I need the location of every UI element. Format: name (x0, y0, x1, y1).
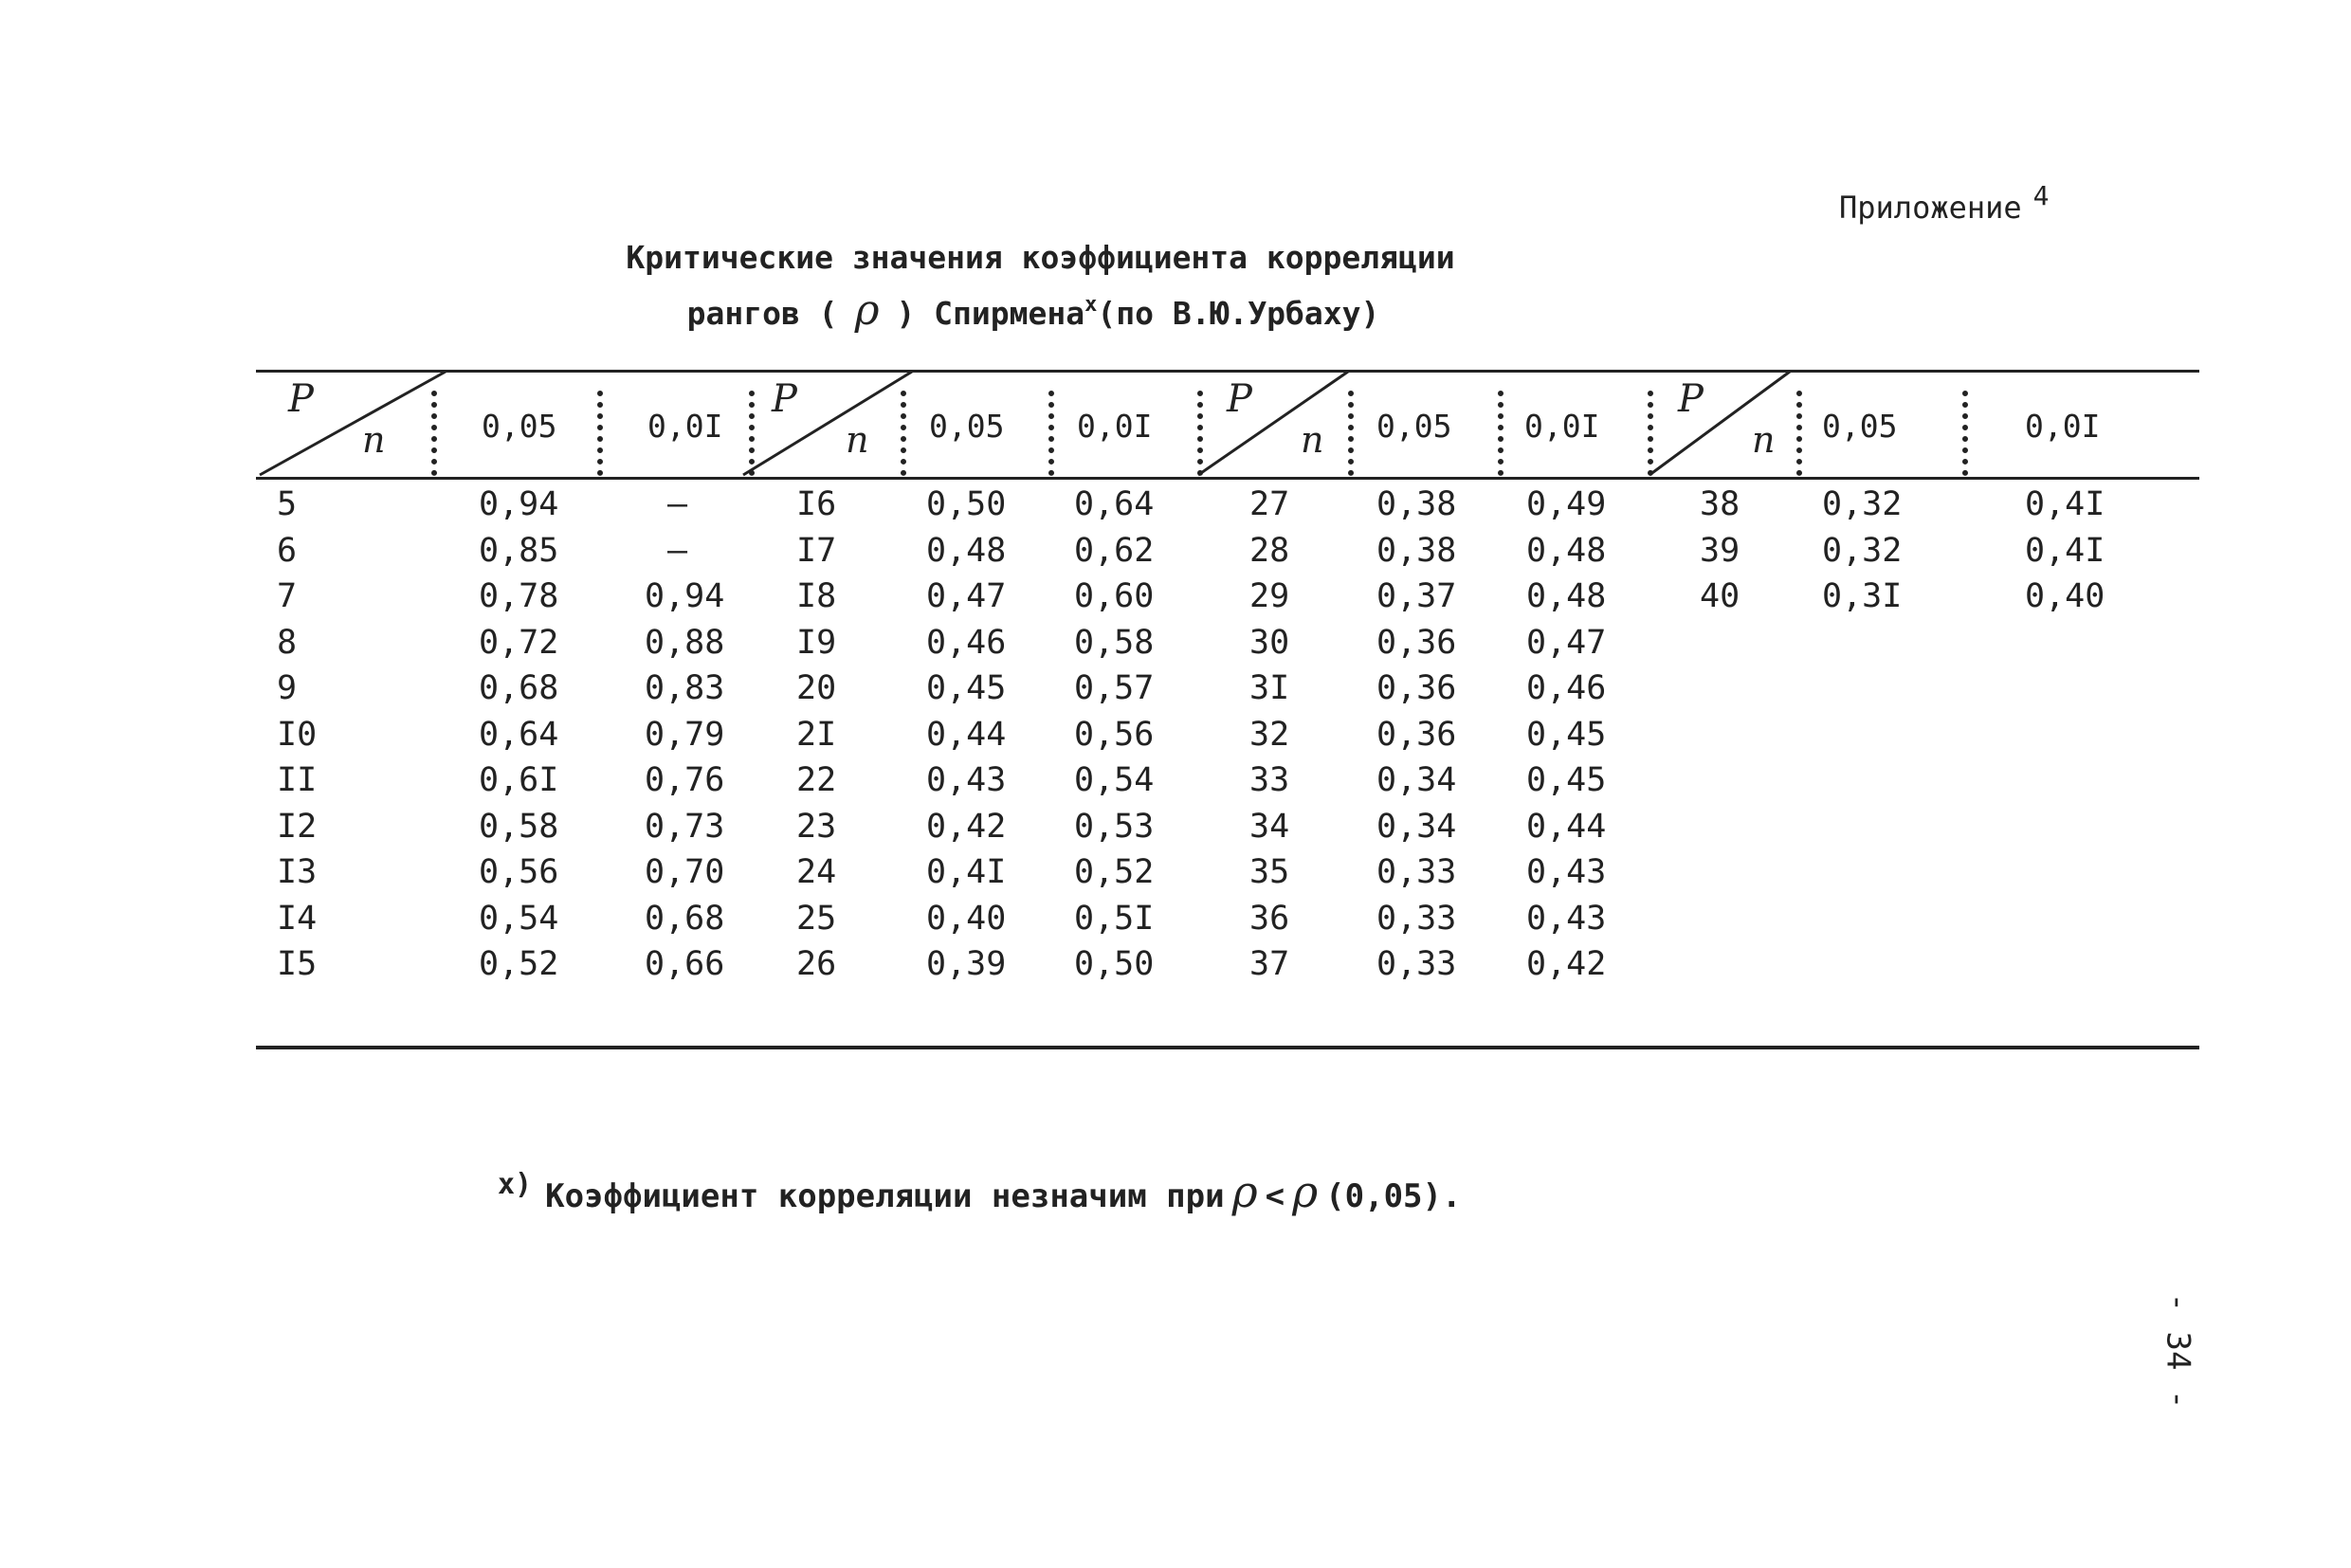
table-cell: 28 (1249, 531, 1290, 570)
col-005-group2 (926, 482, 1006, 988)
table-header-rule (256, 477, 2199, 480)
table-cell: 25 (796, 899, 837, 938)
table-cell: 0,72 (479, 623, 559, 662)
table-cell: 0,53 (1074, 807, 1155, 846)
table-cell: 0,50 (1074, 945, 1155, 983)
table-cell: 0,47 (926, 577, 1007, 615)
table-cell: 34 (1249, 807, 1290, 846)
table-cell: 0,4I (926, 853, 1007, 891)
column-separator (901, 391, 906, 476)
table-cell: 23 (796, 807, 837, 846)
table-cell: 0,83 (645, 669, 725, 707)
table-cell: 0,45 (1526, 761, 1607, 799)
header-level-001: 0,0I (647, 408, 723, 445)
table-title-line1: Критические значения коэффициента корреляции (626, 239, 1455, 276)
table-cell: 0,44 (1526, 807, 1607, 846)
table-cell: 0,54 (1074, 761, 1155, 799)
table-cell: 0,46 (1526, 669, 1607, 707)
table-cell: 0,33 (1376, 853, 1457, 891)
table-cell: 24 (796, 853, 837, 891)
table-cell: 0,45 (1526, 715, 1607, 754)
col-001-group4 (2025, 482, 2105, 620)
table-cell: 0,43 (1526, 899, 1607, 938)
column-separator (749, 391, 755, 476)
table-cell: 37 (1249, 945, 1290, 983)
col-005-group4 (1822, 482, 1902, 620)
table-cell: 0,94 (479, 485, 559, 523)
page-number: - 34 - (2159, 1292, 2197, 1410)
table-cell: II (277, 761, 318, 799)
header-level-005: 0,05 (482, 408, 557, 445)
table-cell: I4 (277, 899, 318, 938)
table-cell: 0,64 (1074, 485, 1155, 523)
table-cell: 26 (796, 945, 837, 983)
table-cell: 0,33 (1376, 899, 1457, 938)
table-cell: 0,38 (1376, 531, 1457, 570)
table-cell: 35 (1249, 853, 1290, 891)
table-cell: 0,34 (1376, 807, 1457, 846)
header-corner-4: P n (1648, 370, 1837, 477)
table-cell: 7 (277, 577, 298, 615)
header-corner-1: P n (258, 370, 447, 477)
column-separator (1498, 391, 1504, 476)
header-level-001: 0,0I (2025, 408, 2101, 445)
table-cell: 36 (1249, 899, 1290, 938)
table-cell: 0,6I (479, 761, 559, 799)
table-title-line2: рангов ( ρ ) Спирмена$^x$(по В.Ю.Урбаху) (686, 286, 1380, 335)
table-cell: 0,50 (926, 485, 1007, 523)
table-cell: 0,70 (645, 853, 725, 891)
table-cell: 0,56 (479, 853, 559, 891)
col-n-group3 (1249, 482, 1289, 988)
table-cell: 0,40 (2025, 577, 2105, 615)
table-cell: 22 (796, 761, 837, 799)
table-cell: 0,73 (645, 807, 725, 846)
header-level-001: 0,0I (1077, 408, 1153, 445)
table-cell: 0,4I (2025, 485, 2105, 523)
table-cell: 0,52 (479, 945, 559, 983)
table-cell: 0,49 (1526, 485, 1607, 523)
table-cell: I3 (277, 853, 318, 891)
table-cell: – (667, 485, 688, 523)
table-cell: 0,43 (926, 761, 1007, 799)
table-cell: 0,68 (645, 899, 725, 938)
rho-symbol: ρ (1292, 1166, 1319, 1217)
column-separator (1048, 391, 1054, 476)
table-cell: 0,44 (926, 715, 1007, 754)
table-cell: 33 (1249, 761, 1290, 799)
table-cell: 9 (277, 669, 298, 707)
table-cell: 8 (277, 623, 298, 662)
col-001-group3 (1526, 482, 1606, 988)
table-cell: I2 (277, 807, 318, 846)
table-cell: 0,42 (926, 807, 1007, 846)
col-001-group1 (645, 482, 724, 988)
footnote: x) Коэффициент корреляции незначим при ρ < ρ (0,05). (498, 1166, 1462, 1217)
table-cell: 0,3I (1822, 577, 1903, 615)
table-cell: 0,88 (645, 623, 725, 662)
table-cell: 0,64 (479, 715, 559, 754)
table-cell: I6 (796, 485, 837, 523)
table-cell: 20 (796, 669, 837, 707)
table-cell: 0,34 (1376, 761, 1457, 799)
table-cell: 0,36 (1376, 715, 1457, 754)
table-cell: 0,78 (479, 577, 559, 615)
col-n-group1 (277, 482, 317, 988)
col-005-group3 (1376, 482, 1456, 988)
header-corner-3: P n (1196, 370, 1386, 477)
column-separator (1796, 391, 1802, 476)
table-cell: 0,38 (1376, 485, 1457, 523)
column-separator (1348, 391, 1354, 476)
col-n-group4 (1700, 482, 1740, 620)
table-cell: I9 (796, 623, 837, 662)
table-cell: 0,4I (2025, 531, 2105, 570)
header-level-005: 0,05 (929, 408, 1005, 445)
col-n-group2 (796, 482, 836, 988)
table-cell: 0,48 (926, 531, 1007, 570)
table-cell: 0,40 (926, 899, 1007, 938)
table-cell: 27 (1249, 485, 1290, 523)
table-cell: 0,33 (1376, 945, 1457, 983)
table-cell: 0,56 (1074, 715, 1155, 754)
column-separator (597, 391, 603, 476)
table-cell: 0,94 (645, 577, 725, 615)
table-cell: 0,58 (479, 807, 559, 846)
table-cell: 0,54 (479, 899, 559, 938)
table-cell: 0,45 (926, 669, 1007, 707)
table-cell: 3I (1249, 669, 1290, 707)
header-corner-2: P n (741, 370, 931, 477)
table-cell: 0,79 (645, 715, 725, 754)
table-cell: 0,60 (1074, 577, 1155, 615)
table-cell: I8 (796, 577, 837, 615)
table-cell: 0,57 (1074, 669, 1155, 707)
table-cell: 0,37 (1376, 577, 1457, 615)
table-cell: 0,36 (1376, 623, 1457, 662)
table-cell: I0 (277, 715, 318, 754)
table-cell: 0,42 (1526, 945, 1607, 983)
column-separator (1197, 391, 1203, 476)
table-cell: 0,47 (1526, 623, 1607, 662)
table-cell: 0,46 (926, 623, 1007, 662)
table-cell: 0,36 (1376, 669, 1457, 707)
header-level-001: 0,0I (1524, 408, 1600, 445)
table-cell: 0,48 (1526, 577, 1607, 615)
table-cell: 29 (1249, 577, 1290, 615)
rho-symbol: ρ (1231, 1166, 1258, 1217)
column-separator (431, 391, 437, 476)
table-cell: 39 (1700, 531, 1740, 570)
table-cell: 0,62 (1074, 531, 1155, 570)
table-cell: 40 (1700, 577, 1740, 615)
table-cell: 6 (277, 531, 298, 570)
table-bottom-rule (256, 1046, 2199, 1049)
table-cell: 0,32 (1822, 531, 1903, 570)
table-cell: 5 (277, 485, 298, 523)
table-cell: I5 (277, 945, 318, 983)
table-cell: 30 (1249, 623, 1290, 662)
table-cell: 2I (796, 715, 837, 754)
table-cell: 38 (1700, 485, 1740, 523)
table-cell: 0,68 (479, 669, 559, 707)
table-cell: 0,52 (1074, 853, 1155, 891)
table-cell: 0,5I (1074, 899, 1155, 938)
table-cell: 0,58 (1074, 623, 1155, 662)
table-cell: 0,85 (479, 531, 559, 570)
table-cell: 32 (1249, 715, 1290, 754)
table-cell: 0,48 (1526, 531, 1607, 570)
table-cell: I7 (796, 531, 837, 570)
table-cell: 0,32 (1822, 485, 1903, 523)
col-005-group1 (479, 482, 558, 988)
rho-symbol: ρ (854, 286, 880, 335)
table-cell: 0,43 (1526, 853, 1607, 891)
column-separator (1962, 391, 1968, 476)
table-cell: 0,76 (645, 761, 725, 799)
col-001-group2 (1074, 482, 1154, 988)
table-cell: 0,66 (645, 945, 725, 983)
header-level-005: 0,05 (1376, 408, 1452, 445)
table-cell: – (667, 531, 688, 570)
header-level-005: 0,05 (1822, 408, 1898, 445)
column-separator (1648, 391, 1653, 476)
appendix-label: Приложение $^4$ (1839, 180, 2050, 226)
table-cell: 0,39 (926, 945, 1007, 983)
